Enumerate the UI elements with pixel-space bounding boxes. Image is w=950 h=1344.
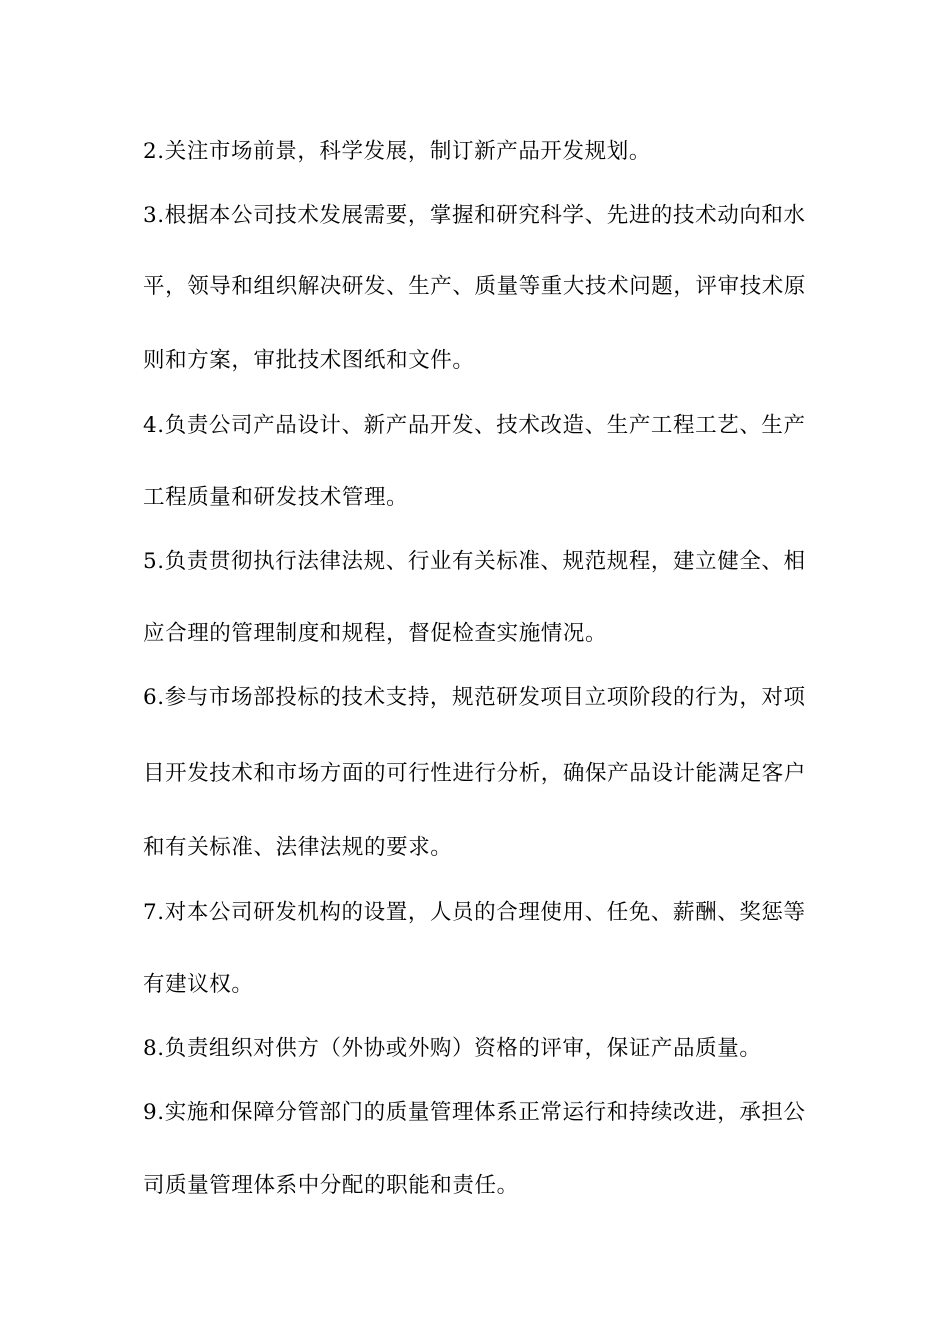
text-line-item-9-part-1: 9.实施和保障分管部门的质量管理体系正常运行和持续改进，承担公: [143, 1100, 806, 1125]
text-line-item-5-part-1: 5.负责贯彻执行法律法规、行业有关标准、规范规程，建立健全、相: [143, 549, 806, 574]
text-line-item-3-part-2: 平，领导和组织解决研发、生产、质量等重大技术问题，评审技术原: [143, 274, 807, 299]
text-line-item-4-part-2: 工程质量和研发技术管理。: [143, 485, 409, 510]
text-line-item-4-part-1: 4.负责公司产品设计、新产品开发、技术改造、生产工程工艺、生产: [143, 413, 806, 438]
text-line-item-2: 2.关注市场前景，科学发展，制订新产品开发规划。: [143, 139, 651, 164]
text-line-item-5-part-2: 应合理的管理制度和规程，督促检查实施情况。: [143, 621, 608, 646]
text-line-item-8: 8.负责组织对供方（外协或外购）资格的评审，保证产品质量。: [143, 1036, 762, 1061]
text-line-item-7-part-2: 有建议权。: [143, 972, 254, 997]
text-line-item-6-part-3: 和有关标准、法律法规的要求。: [143, 835, 453, 860]
text-line-item-6-part-1: 6.参与市场部投标的技术支持，规范研发项目立项阶段的行为，对项: [143, 685, 806, 710]
text-line-item-3-part-3: 则和方案，审批技术图纸和文件。: [143, 348, 475, 373]
text-line-item-3-part-1: 3.根据本公司技术发展需要，掌握和研究科学、先进的技术动向和水: [143, 203, 806, 228]
text-line-item-7-part-1: 7.对本公司研发机构的设置，人员的合理使用、任免、薪酬、奖惩等: [143, 900, 806, 925]
text-line-item-9-part-2: 司质量管理体系中分配的职能和责任。: [143, 1173, 519, 1198]
text-line-item-6-part-2: 目开发技术和市场方面的可行性进行分析，确保产品设计能满足客户: [143, 761, 807, 786]
